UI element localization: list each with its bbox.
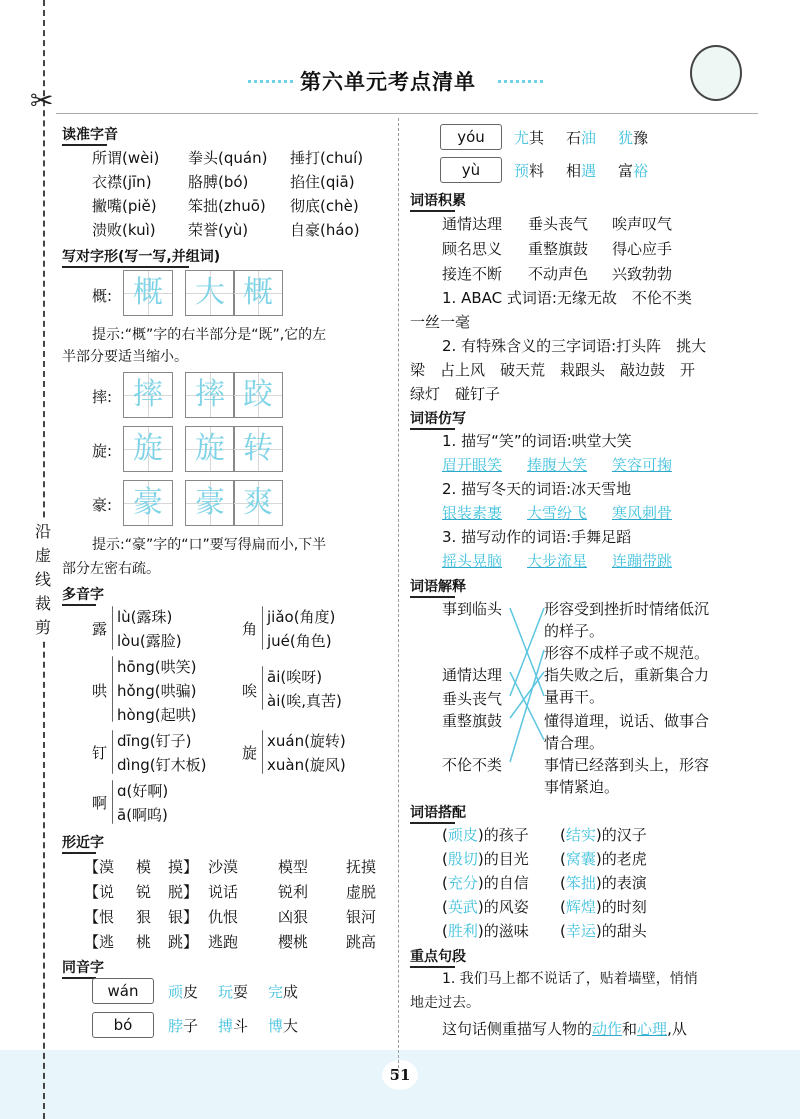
writing-tip: 半部分要适当缩小。 xyxy=(62,349,188,365)
writing-box: 豪 xyxy=(185,480,235,526)
scissors-icon: ✂ xyxy=(30,84,54,117)
cut-instruction: 沿 虚 线 裁 剪 xyxy=(30,520,56,640)
title-decoration-left xyxy=(248,80,293,87)
section-heading: 形近字 xyxy=(62,832,104,852)
section-heading: 词语解释 xyxy=(410,576,466,596)
page-title: 第六单元考点清单 xyxy=(300,70,476,94)
section-heading: 词语积累 xyxy=(410,190,466,210)
column-divider xyxy=(398,118,399,1078)
section-heading: 写对字形(写一写,并组词) xyxy=(62,246,220,266)
title-decoration-right xyxy=(498,80,543,87)
char-label: 概: xyxy=(92,287,113,305)
mascot-icon xyxy=(690,45,742,101)
writing-box: 旋 xyxy=(185,426,235,472)
section-heading: 词语搭配 xyxy=(410,802,466,822)
writing-tip: 提示:“豪”字的“口”要写得扁而小,下半 xyxy=(92,537,327,553)
char-label: 旋: xyxy=(92,442,113,460)
writing-box: 摔 xyxy=(123,372,173,418)
writing-box: 旋 xyxy=(123,426,173,472)
header-rule xyxy=(56,113,758,114)
char-label: 豪: xyxy=(92,496,113,514)
section-heading: 重点句段 xyxy=(410,946,466,966)
writing-box: 爽 xyxy=(233,480,283,526)
writing-box: 摔 xyxy=(185,372,235,418)
writing-tip: 提示:“概”字的右半部分是“既”,它的左 xyxy=(92,327,327,343)
writing-box: 豪 xyxy=(123,480,173,526)
section-heading: 同音字 xyxy=(62,957,104,977)
section-heading: 读准字音 xyxy=(62,124,118,144)
matching-lines xyxy=(508,600,548,780)
writing-tip: 部分左密右疏。 xyxy=(62,561,160,577)
writing-box: 概 xyxy=(123,270,173,316)
writing-box: 概 xyxy=(233,270,283,316)
writing-box: 大 xyxy=(185,270,235,316)
writing-box: 跤 xyxy=(233,372,283,418)
page-number: 51 xyxy=(382,1060,418,1090)
section-heading: 多音字 xyxy=(62,584,104,604)
char-label: 摔: xyxy=(92,388,113,406)
writing-box: 转 xyxy=(233,426,283,472)
section-heading: 词语仿写 xyxy=(410,408,466,428)
